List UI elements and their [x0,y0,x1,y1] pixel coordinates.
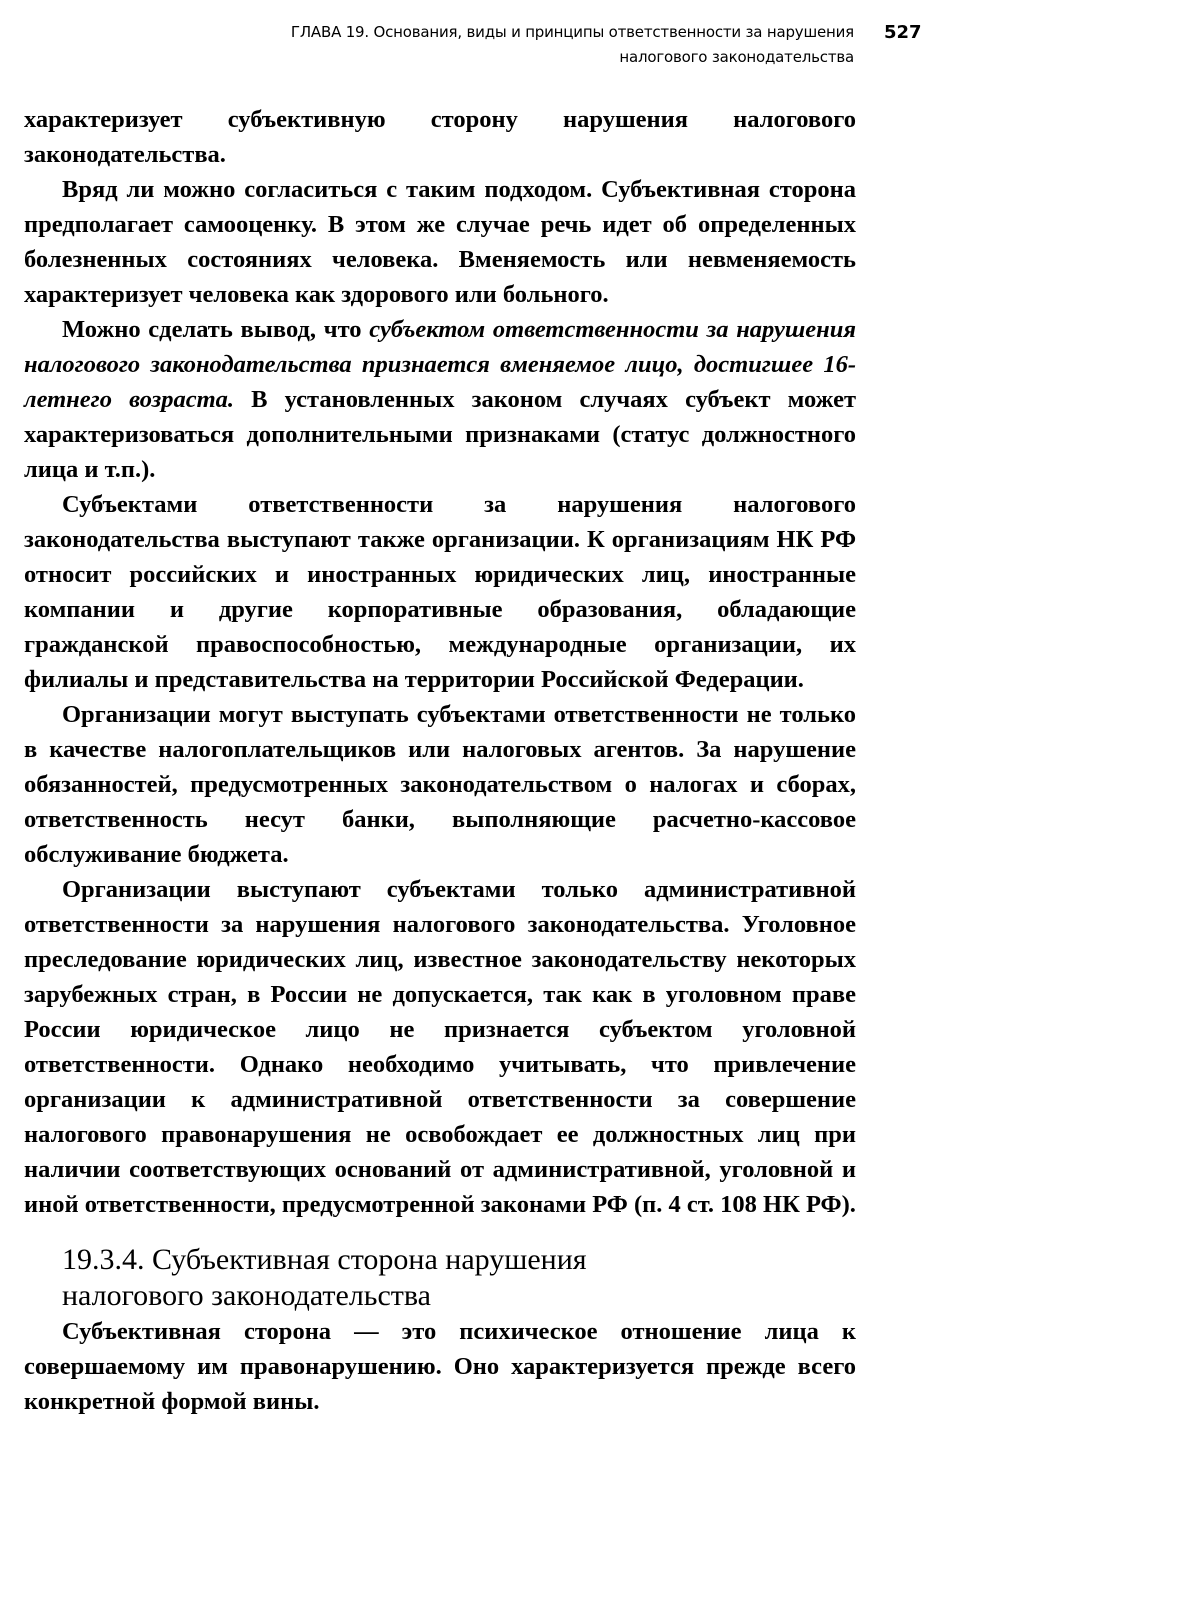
paragraph-continued: характеризует субъективную сторону нарушения налогового законодательства. [24,106,856,168]
definition-italic: субъектом ответственности за нарушения налогового законодательства признается вменяемое лицо, достигшее 16-летнего возраста. [24,316,856,413]
paragraph: Вряд ли можно согласиться с таким подходом. Субъективная сторона предполагает самооценку. В этом же случае речь идет об определенных болезненных состояниях человека. Вменяемость или невменяемость характеризует человека как здорового или больного. [24,176,856,308]
paragraph-with-definition [24,312,856,487]
paragraph: Организации выступают субъектами только административной ответственности за нарушения налогового законодательства. Уголовное преследование юридических лиц, известное законодательству некоторых зарубежных стран, в России не допускается, так как в уголовном праве России юридическое лицо не признается субъектом уголовной ответственности. Однако необходимо учитывать, что привлечение организации к административной ответственности за совершение налогового правонарушения не освобождает ее должностных лиц при наличии соответствующих оснований от административной, уголовной и иной ответственности, предусмотренной законами РФ (п. 4 ст. 108 НК РФ). [24,876,856,1218]
running-head [140,20,854,70]
paragraph: Организации могут выступать субъектами ответственности не только в качестве налогоплательщиков или налоговых агентов. За нарушение обязанностей, предусмотренных законодательством о налогах и сборах, ответственность несут банки, выполняющие расчетно-кассовое обслуживание бюджета. [24,701,856,868]
paragraph-text: Можно сделать вывод, что [62,316,370,343]
paragraph: Субъективная сторона — это психическое отношение лица к совершаемому им правонарушению. Оно характеризуется прежде всего конкретной формой вины. [24,1318,856,1415]
running-title-line1: ГЛАВА 19. Основания, виды и принципы ответственности за нарушения [290,23,854,41]
section-heading-line2: налогового законодательства [62,1279,431,1312]
page-number: 527 [884,22,922,43]
paragraph: Субъектами ответственности за нарушения налогового законодательства выступают также организации. К организациям НК РФ относит российских и иностранных юридических лиц, иностранные компании и другие корпоративные образования, обладающие гражданской правоспособностью, международные организации, их филиалы и представительства на территории Российской Федерации. [24,491,856,693]
section-heading-line1: 19.3.4. Субъективная сторона нарушения [62,1243,587,1276]
paragraph-text: В установленных законом случаях субъект может характеризоваться дополнительными признаками (статус должностного лица и т.п.). [24,386,856,483]
section-heading [62,1242,856,1314]
running-title-line2: налогового законодательства [619,48,854,66]
body-text [24,102,856,1419]
